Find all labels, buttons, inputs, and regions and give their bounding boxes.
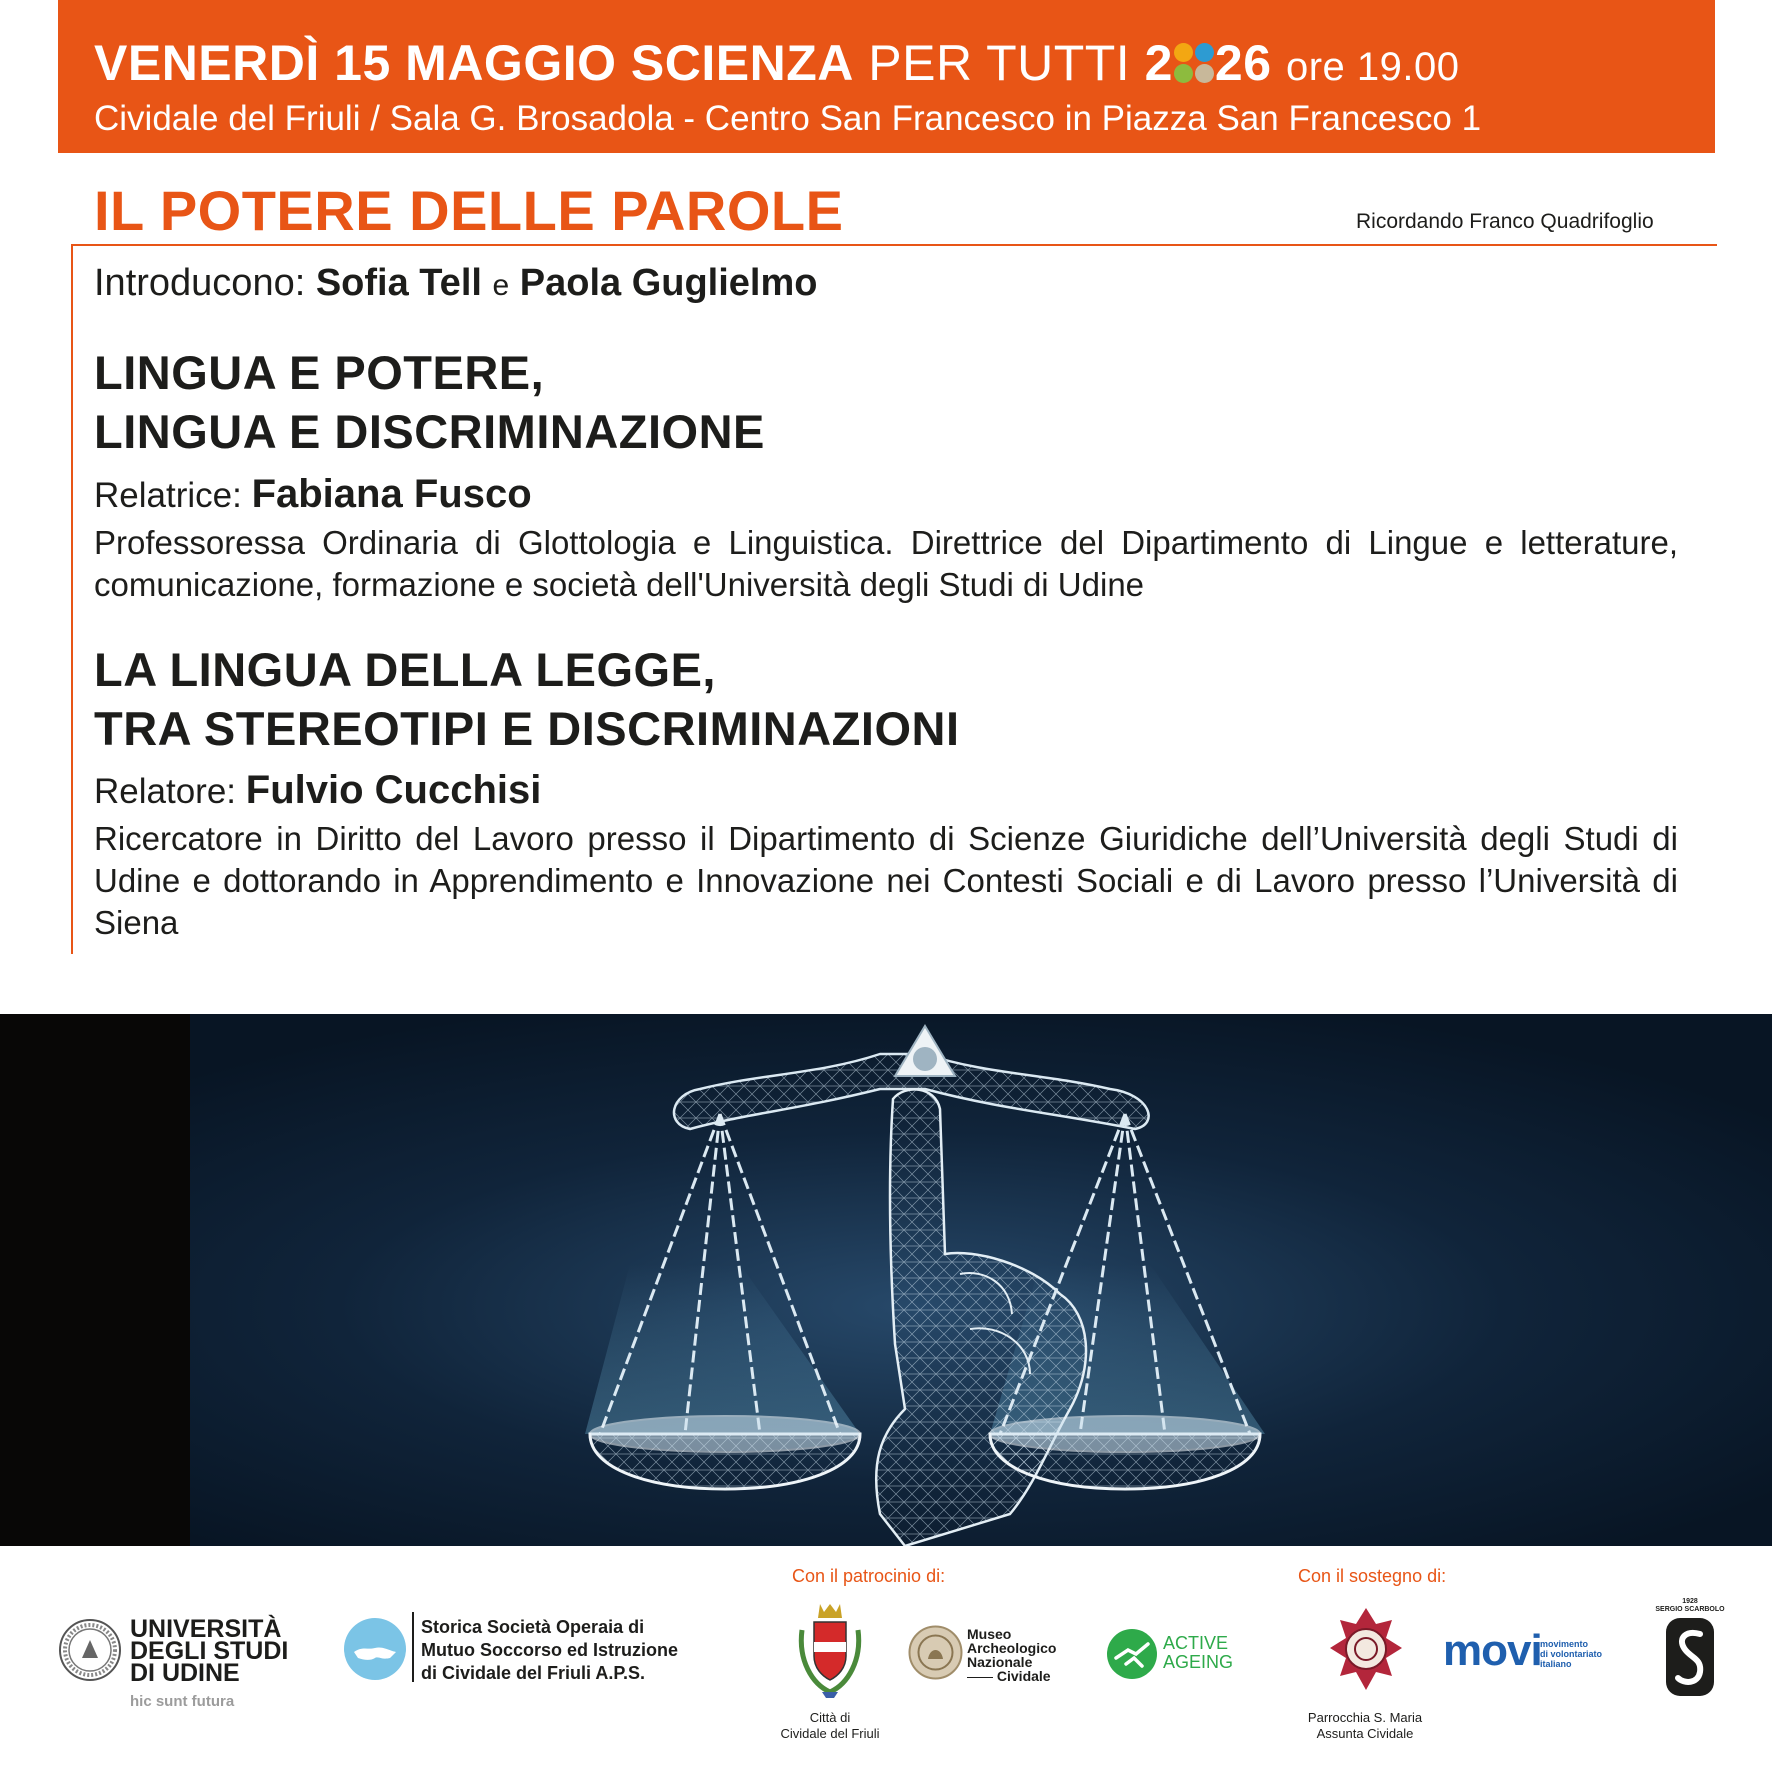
active-ageing-line-1: ACTIVE [1163,1633,1229,1653]
parish-caption [1290,1710,1440,1742]
scarbolo-s-logo-icon [1666,1618,1714,1696]
intro-name-2: Paola Guglielmo [519,262,818,304]
soms-line-2: Mutuo Soccorso ed Istruzione [421,1640,679,1660]
talk-1-role: Relatrice: [94,476,242,515]
talk-2-role: Relatore: [94,772,237,811]
divider-horizontal [71,244,1717,246]
divider-vertical [71,244,73,954]
museum-rule [967,1677,993,1678]
patronage-label: Con il patrocinio di: [792,1566,946,1586]
museum-line-4 [967,1669,1056,1683]
active-ageing-line-2: AGEING [1163,1652,1234,1672]
talk-1-title [94,343,765,461]
movi-wordmark: movi [1443,1626,1542,1675]
year-left: 2 [1144,35,1173,91]
uniud-line-3: DI UDINE [130,1659,240,1687]
scarbolo-name: SERGIO SCARBOLO [1655,1606,1725,1613]
museum-line-4-text: Cividale [996,1668,1051,1684]
museum-line-2: Archeologico [967,1640,1057,1656]
movi-line-2: di volontariato [1540,1649,1603,1659]
talk-1-bio: Professoressa Ordinaria di Glottologia e Linguistica. Direttrice del Dipartimento di Lingue e letterature, comunicazione, formazione e società dell'Università degli Studi di Udine [94,524,1678,603]
active-ageing-logo [1163,1634,1233,1672]
event-title: IL POTERE DELLE PAROLE [94,179,844,242]
soms-logo [421,1616,678,1685]
uniud-logo [130,1615,289,1687]
city-caption-line-1: Città di [809,1710,851,1725]
introducers [94,262,817,305]
talk-2-speaker [94,768,541,813]
active-ageing-icon [1106,1628,1158,1680]
soms-line-1: Storica Società Operaia di [421,1617,645,1637]
handshake-icon [342,1616,408,1682]
movi-line-3: italiano [1540,1659,1572,1669]
justice-scales-illustration [0,1014,1772,1546]
talk-2-speaker-name: Fulvio Cucchisi [245,768,542,812]
parish-caption-line-2: Assunta Cividale [1316,1726,1414,1741]
movi-caption [1540,1639,1602,1669]
talk-2-title [94,640,960,758]
museum-medallion-icon [908,1625,963,1680]
talk-2-title-line-1: LA LINGUA DELLA LEGGE, [94,643,716,696]
talk-2-title-line-2: TRA STEREOTIPI E DISCRIMINAZIONI [94,702,960,755]
support-label: Con il sostegno di: [1298,1566,1447,1586]
talk-1-speaker [94,472,532,517]
scarbolo-year: 1928 [1682,1598,1698,1605]
talk-1-title-line-2: LINGUA E DISCRIMINAZIONE [94,405,765,458]
parish-caption-line-1: Parrocchia S. Maria [1307,1710,1423,1725]
series-light: PER TUTTI [868,35,1131,91]
talk-1-title-line-1: LINGUA E POTERE, [94,346,545,399]
year-dots-icon [1174,43,1214,83]
event-location: Cividale del Friuli / Sala G. Brosadola - Centro San Francesco in Piazza San Francesco 1 [94,99,1482,138]
city-caption [760,1710,900,1742]
soms-divider [412,1612,414,1682]
intro-name-1: Sofia Tell [315,262,482,304]
university-seal-icon [58,1618,122,1682]
intro-joiner: e [492,269,510,302]
event-date: VENERDÌ 15 MAGGIO [94,35,617,91]
city-coat-of-arms-icon [790,1600,870,1700]
talk-1-speaker-name: Fabiana Fusco [251,472,532,516]
scarbolo-caption [1650,1598,1730,1614]
uniud-motto: hic sunt futura [130,1693,235,1710]
soms-line-3: di Cividale del Friuli A.P.S. [421,1663,646,1683]
talk-2-bio: Ricercatore in Diritto del Lavoro presso il Dipartimento di Scienze Giuridiche dell’Università degli Studi di Udine e dottorando in Apprendimento e Innovazione nei Contesti Sociali e di Lavoro presso l’Università di Siena [94,820,1678,941]
event-date-line [94,34,1459,92]
movi-line-1: movimento [1540,1639,1589,1649]
series-bold: SCIENZA [630,35,854,91]
museum-line-1: Museo [967,1626,1012,1642]
uniud-line-1: UNIVERSITÀ [130,1615,282,1643]
event-time: ore 19.00 [1285,45,1460,89]
dedication: Ricordando Franco Quadrifoglio [1356,210,1654,233]
year-right: 26 [1214,35,1272,91]
parish-emblem-icon [1326,1604,1406,1694]
city-caption-line-2: Cividale del Friuli [780,1726,880,1741]
uniud-line-2: DEGLI STUDI [130,1637,289,1665]
museum-line-3: Nazionale [967,1654,1033,1670]
museum-logo [967,1627,1056,1683]
intro-label: Introducono: [94,262,306,304]
